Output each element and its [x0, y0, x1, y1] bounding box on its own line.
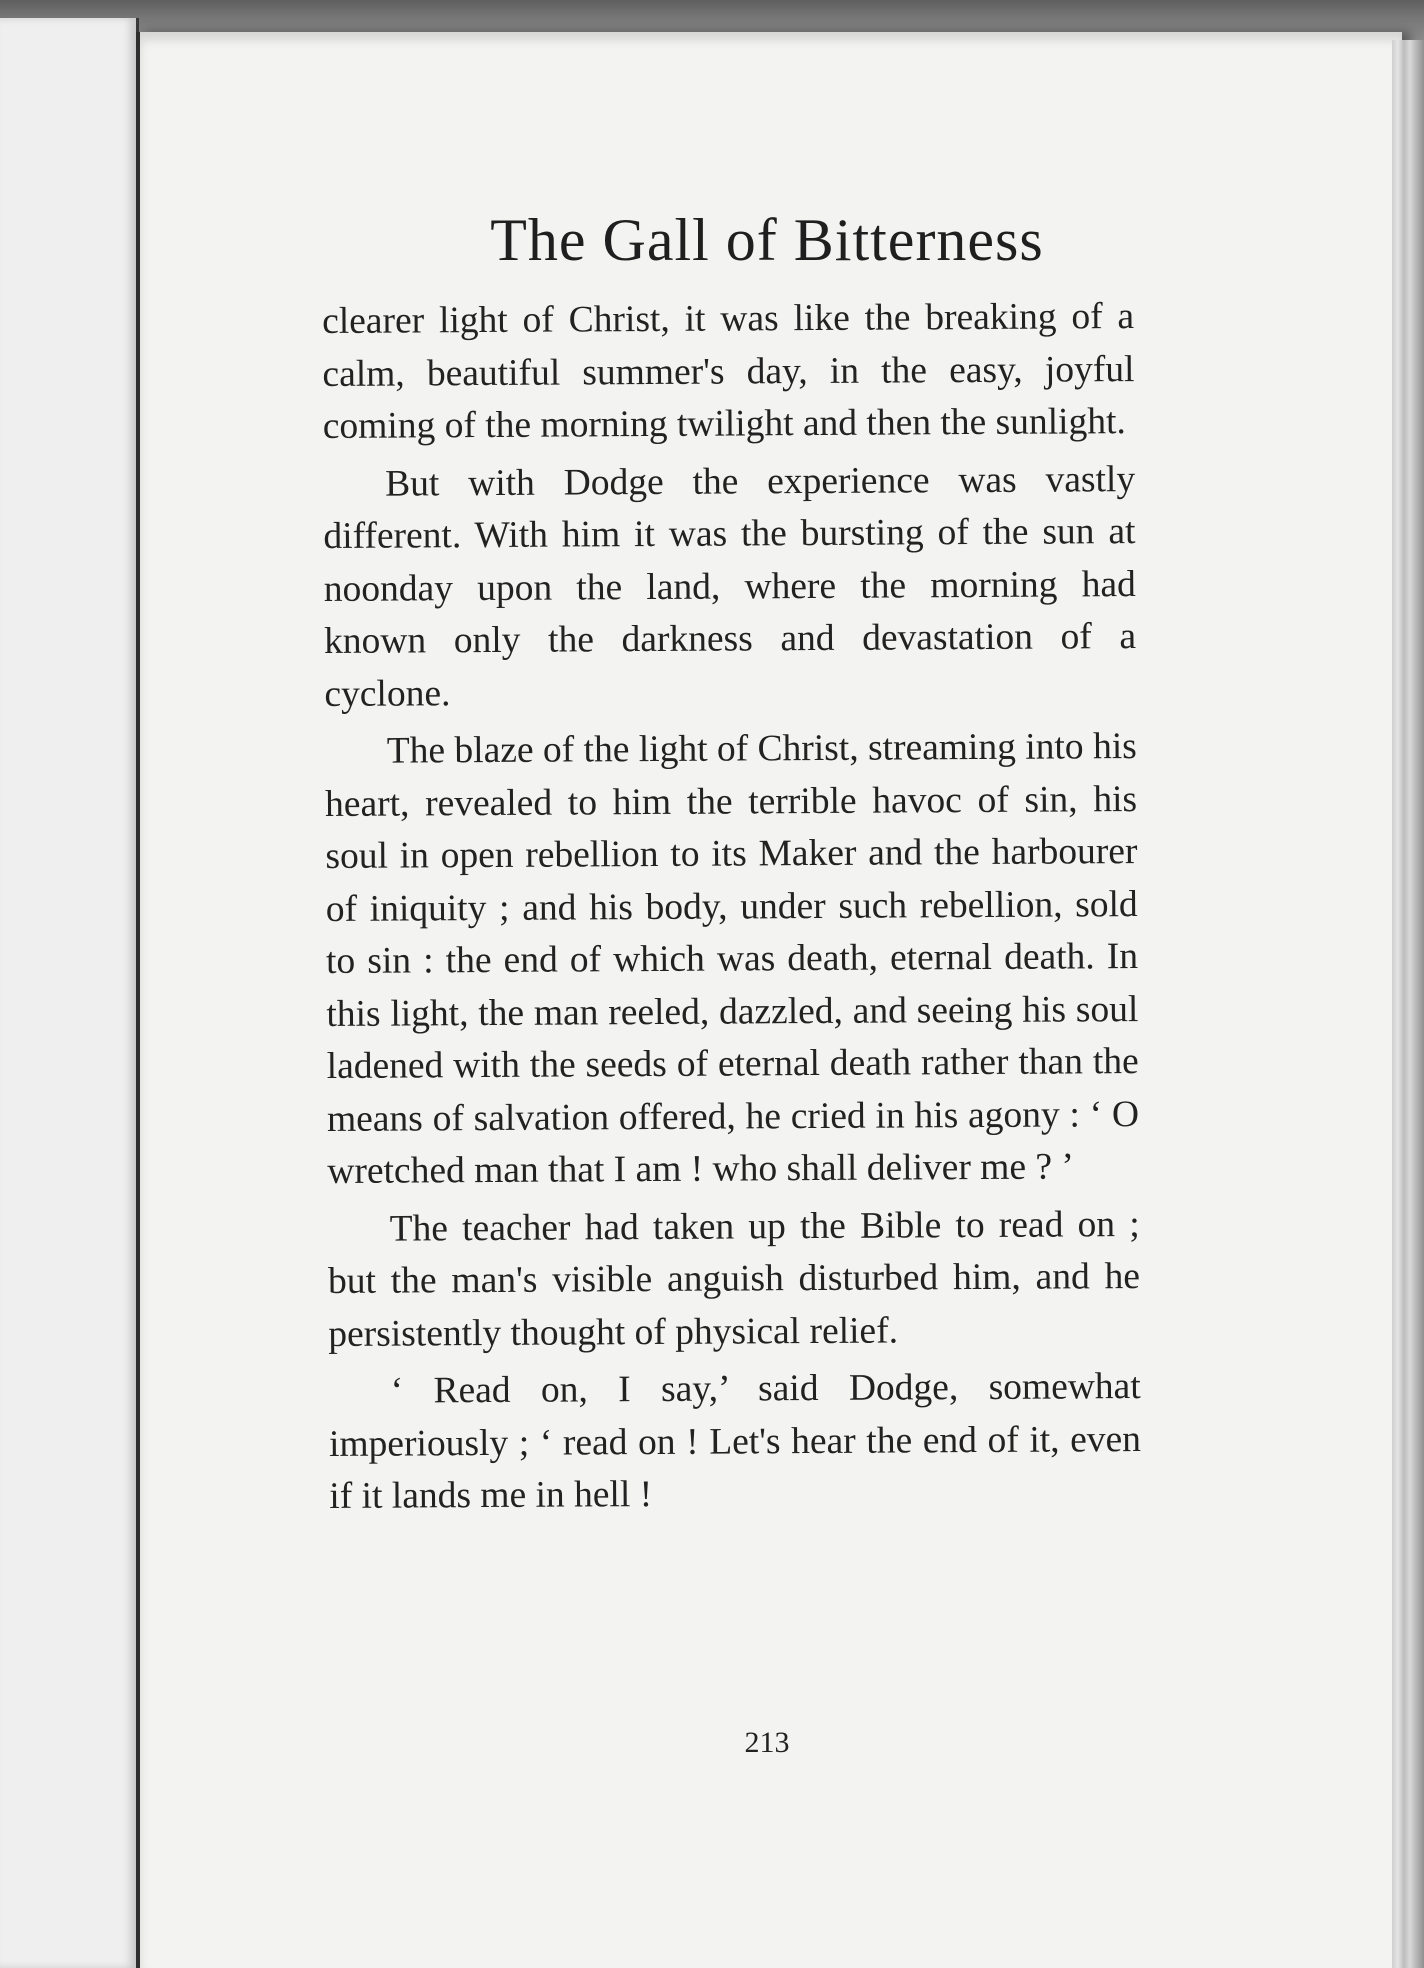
paragraph: But with Dodge the experience was vastly different. With him it was the bursting of the sun at noonday upon the land, where the morning had known only the darkness and devastation of a cyclone.: [323, 458, 1137, 715]
facing-page: [0, 18, 139, 1968]
page-edges: [1392, 40, 1424, 1968]
paragraph: The teacher had taken up the Bible to read on ; but the man's visible anguish disturbed him, and he persistently thought of physical relief.: [327, 1203, 1141, 1355]
paragraph: The blaze of the light of Christ, streaming into his heart, revealed to him the terrible havoc of sin, his soul in open rebellion to its Maker and the harbourer of iniquity ; and his body, under such rebellion, sold to sin : the end of which was death, eternal death. In this light, the man reeled, dazzled, and seeing his soul ladened with the seeds of eternal death rather than the means of salvation offered, he cried in his agony : ‘ O wretched man that I am ! who shall deliver me ? ’: [324, 726, 1140, 1192]
body-text: [322, 291, 1142, 1528]
page-number: 213: [744, 1726, 790, 1759]
paragraph: ‘ Read on, I say,’ said Dodge, somewhat imperiously ; ‘ read on ! Let's hear the end of it, even if it lands me in hell !: [328, 1366, 1142, 1517]
running-head: The Gall of Bitterness: [490, 207, 1044, 273]
paragraph: clearer light of Christ, it was like the breaking of a calm, beautiful summer's day, in the easy, joyful coming of the morning twilight and then the sunlight.: [322, 296, 1135, 447]
